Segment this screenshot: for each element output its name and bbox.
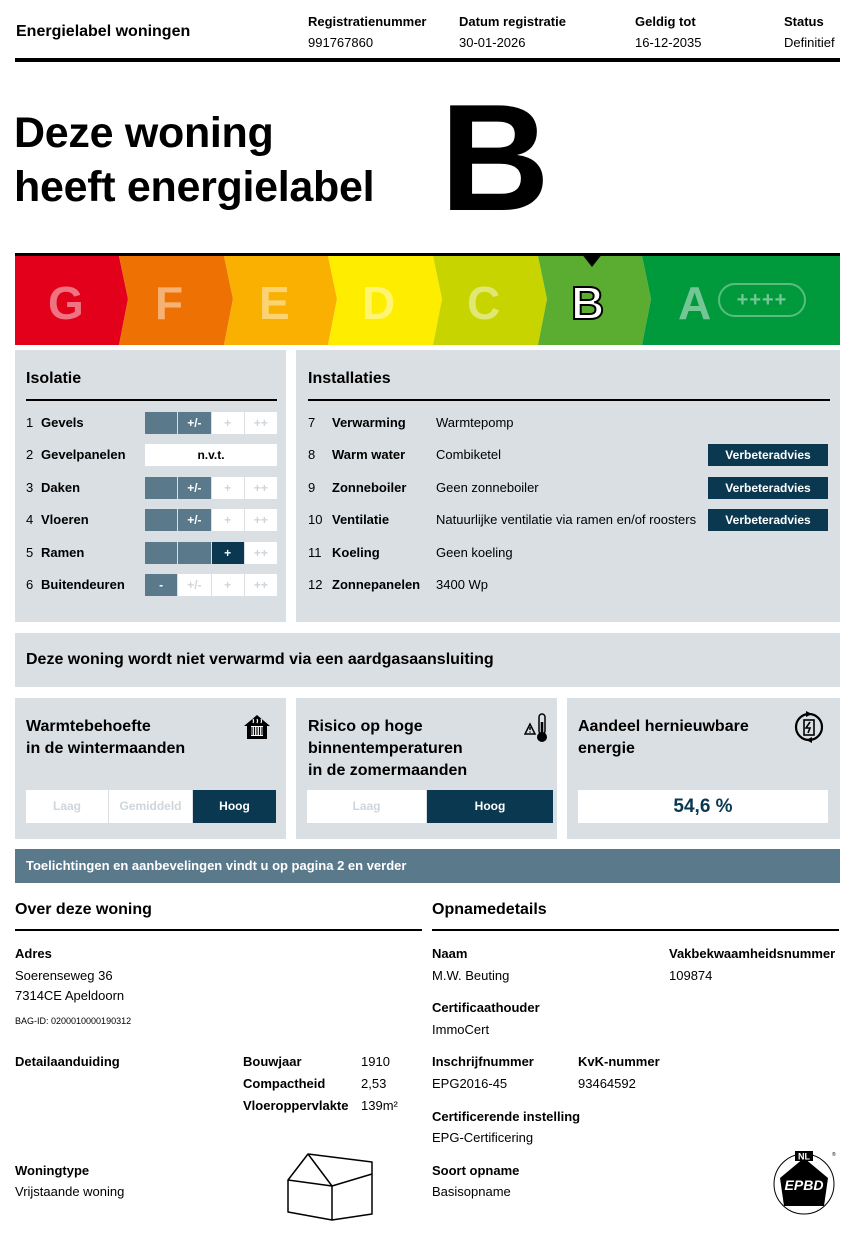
title-line: in de zomermaanden (308, 762, 468, 779)
rating-nvt: n.v.t. (145, 444, 277, 466)
row-label: Vloeren (41, 512, 89, 527)
row-label: Gevelpanelen (41, 447, 126, 462)
row-value: Geen zonneboiler (436, 480, 539, 495)
rating-cell: - (145, 574, 177, 596)
isolatie-row-gevels (26, 412, 84, 434)
detailaanduiding-label: Detailaanduiding (15, 1054, 120, 1069)
row-number: 12 (308, 577, 323, 592)
row-label: Daken (41, 480, 81, 495)
headline (14, 106, 374, 214)
opname-section-title: Opnamedetails (432, 901, 547, 918)
registratienummer-label: Registratienummer (308, 14, 427, 29)
rating-cell: +/- (178, 477, 210, 499)
adres-label: Adres (15, 946, 52, 961)
scale-letter-f: F (155, 277, 184, 329)
headline-line1: Deze woning (14, 109, 274, 157)
scale-letter-c: C (467, 277, 501, 329)
hernieuwbaar-panel (567, 698, 840, 839)
naam-label: Naam (432, 946, 468, 961)
kvk-value: 93464592 (578, 1076, 636, 1091)
vakbekwaamheid-value: 109874 (669, 968, 713, 983)
row-label: Koeling (332, 545, 380, 560)
installaties-title: Installaties (308, 370, 391, 387)
vloeroppervlakte-label: Vloeroppervlakte (243, 1098, 349, 1113)
isolatie-row-gevelpanelen (26, 444, 126, 466)
row-value: Geen koeling (436, 545, 513, 560)
rating-cell: ++ (245, 477, 277, 499)
datum-label: Datum registratie (459, 14, 566, 29)
inschrijfnummer-label: Inschrijfnummer (432, 1054, 534, 1069)
row-label: Ventilatie (332, 512, 390, 527)
installatie-row-koeling (308, 542, 828, 564)
risico-panel (296, 698, 557, 839)
registratienummer-value: 991767860 (308, 35, 374, 50)
certificerende-instelling-value: EPG-Certificering (432, 1130, 534, 1145)
geldig-block (635, 14, 702, 50)
option-laag: Laag (307, 790, 426, 823)
woning-divider (15, 929, 422, 931)
row-value: 3400 Wp (436, 577, 489, 592)
row-number: 6 (26, 577, 34, 592)
adres-line2: 7314CE Apeldoorn (15, 988, 125, 1003)
thermometer-warning-icon (524, 712, 550, 744)
risico-scale (307, 790, 553, 823)
row-number: 8 (308, 447, 316, 462)
isolatie-row-buitendeuren (26, 574, 125, 596)
woningtype-value: Vrijstaande woning (15, 1184, 125, 1199)
option-hoog: Hoog (427, 790, 553, 823)
scale-letter-g: G (48, 277, 84, 329)
energy-label-letter: B (440, 73, 546, 243)
toelichting-banner: Toelichtingen en aanbevelingen vindt u op pagina 2 en verder (15, 849, 840, 883)
rating-cell (145, 412, 177, 434)
status-value: Definitief (784, 35, 835, 50)
row-number: 5 (26, 545, 34, 560)
row-number: 1 (26, 415, 34, 430)
title-line: binnentemperaturen (308, 740, 463, 757)
row-number: 3 (26, 480, 34, 495)
house-heating-icon (243, 714, 271, 740)
opname-divider (432, 929, 839, 931)
kvk-label: KvK-nummer (578, 1054, 660, 1069)
rating-cell: ++ (245, 574, 277, 596)
option-laag: Laag (26, 790, 108, 823)
rating-cell (145, 477, 177, 499)
hernieuwbaar-title (578, 716, 749, 760)
datum-block (459, 14, 566, 50)
verbeteradvies-warm-water-button[interactable]: Verbeteradvies (708, 444, 828, 466)
headline-line2: heeft energielabel (14, 163, 375, 211)
rating-cell: ++ (245, 412, 277, 434)
row-value: Warmtepomp (436, 415, 514, 430)
bouwjaar-label: Bouwjaar (243, 1054, 302, 1069)
row-label: Warm water (332, 447, 406, 462)
warmtebehoefte-title (26, 716, 185, 760)
risico-title (308, 716, 467, 782)
rating-cell: +/- (178, 509, 210, 531)
row-value: Natuurlijke ventilatie via ramen en/of roosters (436, 512, 697, 527)
woning-section-title: Over deze woning (15, 901, 152, 918)
installaties-panel (296, 350, 840, 622)
row-number: 7 (308, 415, 316, 430)
document-title: Energielabel woningen (16, 23, 191, 40)
isolatie-bar-ramen (145, 542, 277, 564)
row-label: Zonneboiler (332, 480, 407, 495)
naam-value: M.W. Beuting (432, 968, 510, 983)
isolatie-row-ramen (26, 542, 84, 564)
title-line: energie (578, 740, 635, 757)
logo-nl: NL (798, 1151, 810, 1162)
compactheid-value: 2,53 (361, 1076, 387, 1091)
rating-cell (145, 509, 177, 531)
soort-opname-value: Basisopname (432, 1184, 511, 1199)
scale-letter-d: D (362, 277, 396, 329)
registratienummer-block (308, 14, 426, 50)
rating-cell: + (212, 574, 244, 596)
row-number: 9 (308, 480, 316, 495)
isolatie-panel (15, 350, 286, 622)
verbeteradvies-zonneboiler-button[interactable]: Verbeteradvies (708, 477, 828, 499)
certificaathouder-value: ImmoCert (432, 1022, 490, 1037)
certificerende-instelling-label: Certificerende instelling (432, 1109, 581, 1124)
installatie-row-zonnepanelen (308, 574, 828, 596)
isolatie-bar-gevels (145, 412, 277, 434)
logo-epbd: EPBD (784, 1177, 824, 1193)
bouwjaar-value: 1910 (361, 1054, 390, 1069)
row-label: Buitendeuren (41, 577, 125, 592)
row-number: 11 (308, 545, 322, 560)
isolatie-bar-gevelpanelen (145, 444, 277, 466)
rating-cell: + (212, 542, 244, 564)
row-label: Verwarming (332, 415, 406, 430)
rating-cell: + (212, 509, 244, 531)
svg-text:®: ® (832, 1152, 836, 1158)
vakbekwaamheid-label: Vakbekwaamheidsnummer (669, 946, 836, 961)
row-label: Zonnepanelen (332, 577, 421, 592)
title-line: Aandeel hernieuwbare (578, 718, 749, 735)
rating-cell: +/- (178, 412, 210, 434)
scale-letter-e: E (259, 277, 290, 329)
datum-value: 30-01-2026 (459, 35, 526, 50)
rating-cell: + (212, 477, 244, 499)
scale-letter-a: A (678, 277, 712, 329)
isolatie-row-vloeren (26, 509, 89, 531)
status-label: Status (784, 14, 824, 29)
title-line: in de wintermaanden (26, 740, 186, 757)
epbd-logo (768, 1148, 840, 1218)
status-block (784, 14, 835, 50)
verbeteradvies-ventilatie-button[interactable]: Verbeteradvies (708, 509, 828, 531)
house-type-icon (286, 1150, 374, 1222)
energy-scale-graphic (15, 253, 840, 345)
hernieuwbaar-value: 54,6 % (578, 790, 828, 823)
isolatie-row-daken (26, 477, 80, 499)
gas-notice (15, 633, 840, 687)
rating-cell (178, 542, 210, 564)
row-number: 2 (26, 447, 34, 462)
isolatie-bar-daken (145, 477, 277, 499)
title-line: Risico op hoge (308, 718, 423, 735)
title-line: Warmtebehoefte (26, 718, 151, 735)
installaties-divider (308, 399, 830, 401)
row-label: Gevels (41, 415, 84, 430)
geldig-label: Geldig tot (635, 14, 696, 29)
isolatie-bar-buitendeuren (145, 574, 277, 596)
warmtebehoefte-scale (26, 790, 276, 823)
rating-cell (145, 542, 177, 564)
isolatie-title: Isolatie (26, 370, 82, 387)
isolatie-divider (26, 399, 277, 401)
isolatie-bar-vloeren (145, 509, 277, 531)
renewable-energy-icon (792, 710, 826, 744)
header (15, 0, 840, 62)
rating-cell: ++ (245, 509, 277, 531)
option-hoog: Hoog (193, 790, 276, 823)
rating-cell: +/- (178, 574, 210, 596)
warmtebehoefte-panel (15, 698, 286, 839)
gas-notice-text: Deze woning wordt niet verwarmd via een aardgasaansluiting (26, 651, 494, 668)
soort-opname-label: Soort opname (432, 1163, 520, 1178)
installatie-row-verwarming (308, 412, 828, 434)
vloeroppervlakte-value: 139m² (361, 1098, 398, 1113)
energy-scale (15, 253, 840, 342)
rating-cell: + (212, 412, 244, 434)
inschrijfnummer-value: EPG2016-45 (432, 1076, 508, 1091)
woningtype-label: Woningtype (15, 1163, 90, 1178)
compactheid-label: Compactheid (243, 1076, 326, 1091)
row-number: 10 (308, 512, 323, 527)
bag-id: BAG-ID: 0200010000190312 (15, 1016, 132, 1026)
rating-cell: ++ (245, 542, 277, 564)
scale-letter-b: B (571, 277, 605, 329)
row-value: Combiketel (436, 447, 502, 462)
certificaathouder-label: Certificaathouder (432, 1000, 540, 1015)
scale-plus-pill: ++++ (718, 283, 806, 317)
adres-line1: Soerenseweg 36 (15, 968, 113, 983)
geldig-value: 16-12-2035 (635, 35, 702, 50)
row-label: Ramen (41, 545, 85, 560)
option-gemiddeld: Gemiddeld (109, 790, 192, 823)
row-number: 4 (26, 512, 34, 527)
